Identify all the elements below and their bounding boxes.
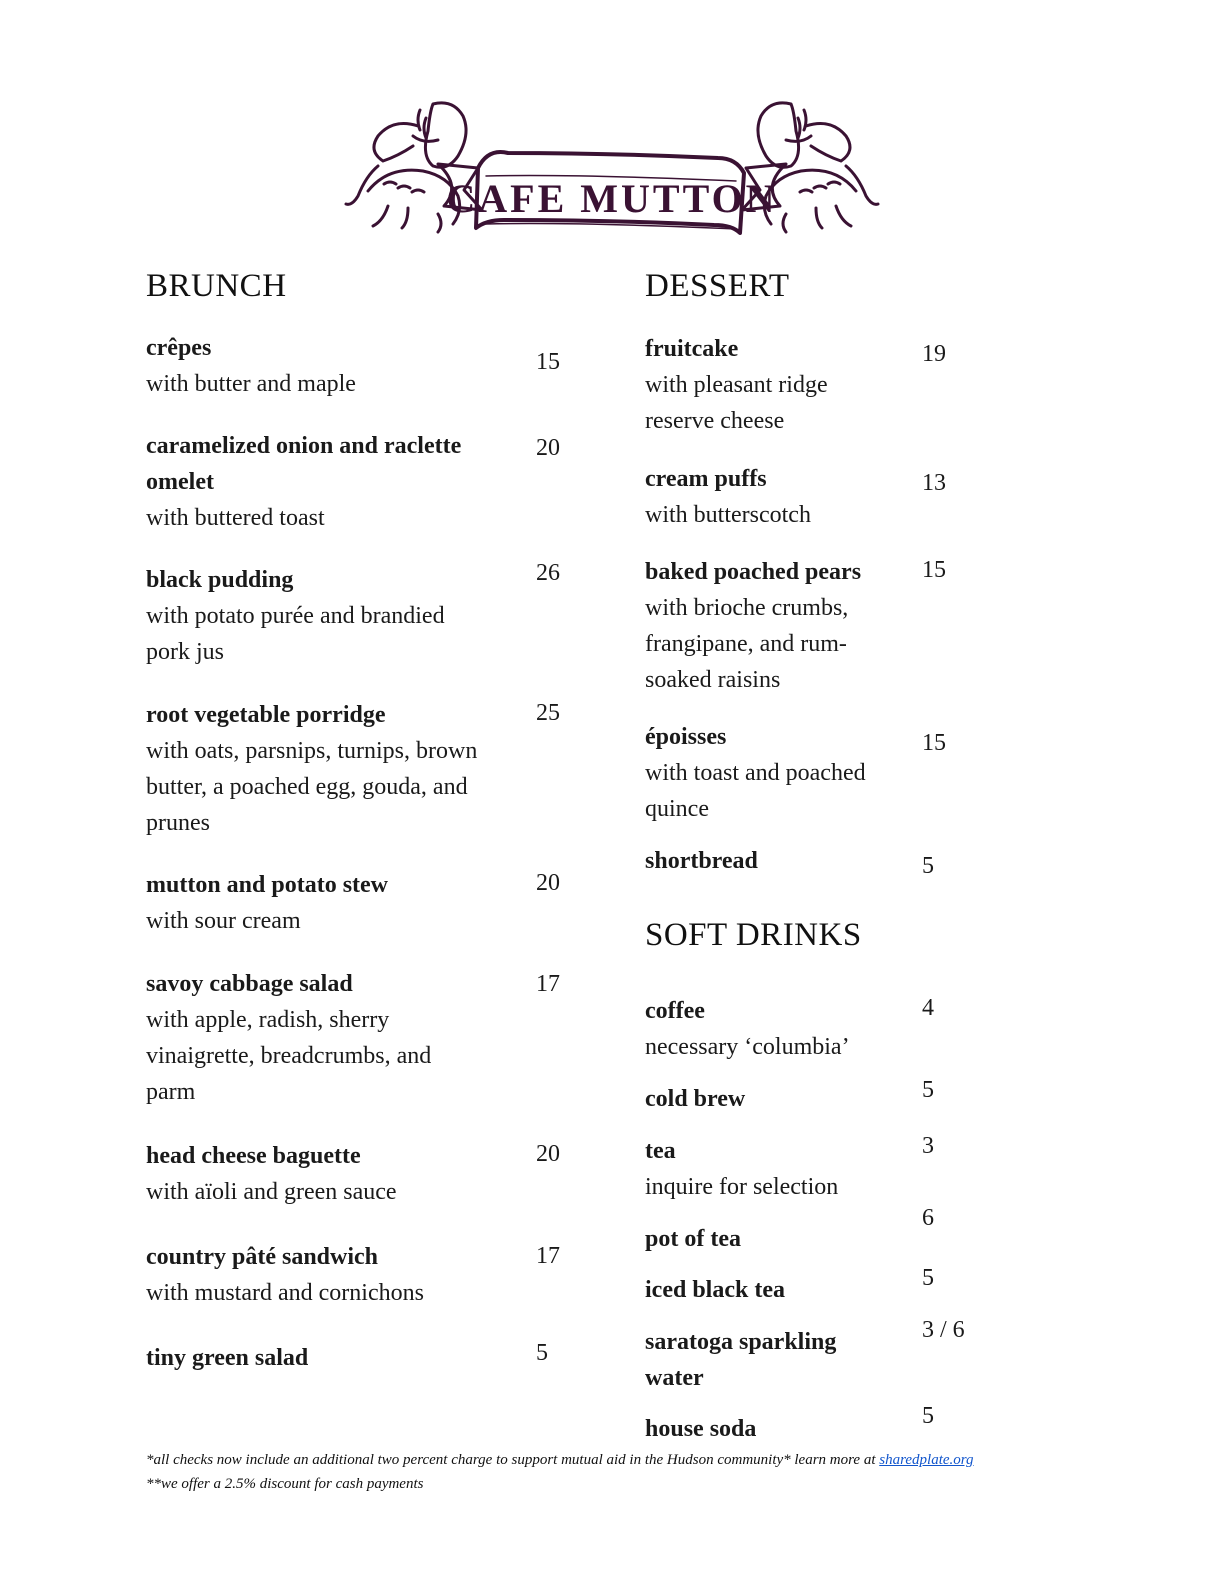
menu-item <box>645 1324 885 1396</box>
menu-item <box>645 993 913 1065</box>
menu-item <box>645 1411 913 1447</box>
menu-item <box>146 1138 526 1210</box>
item-desc: with mustard and cornichons <box>146 1280 424 1306</box>
menu-item <box>645 331 913 439</box>
menu-item <box>645 1081 913 1117</box>
item-name: fruitcake <box>645 336 739 362</box>
item-name: savoy cabbage salad <box>146 971 353 997</box>
item-desc: with aïoli and green sauce <box>146 1179 397 1205</box>
item-price: 20 <box>536 435 560 461</box>
item-price: 13 <box>922 470 946 496</box>
item-price: 5 <box>922 1077 934 1103</box>
item-price: 19 <box>922 341 946 367</box>
menu-item <box>645 461 913 533</box>
menu-item <box>146 330 526 402</box>
item-desc: with butter and maple <box>146 371 356 397</box>
item-price: 5 <box>922 1403 934 1429</box>
item-price: 20 <box>536 870 560 896</box>
item-desc: with apple, radish, sherry vinaigrette, breadcrumbs, and parm <box>146 1007 432 1105</box>
item-price: 6 <box>922 1205 934 1231</box>
item-price: 17 <box>536 1243 560 1269</box>
menu-item <box>645 843 913 879</box>
menu-item <box>146 867 526 939</box>
item-desc: with buttered toast <box>146 505 325 531</box>
footer-text: *all checks now include an additional two percent charge to support mutual aid in the Hudson community* learn more at <box>146 1452 880 1468</box>
item-price: 3 <box>922 1133 934 1159</box>
item-name: crêpes <box>146 335 212 361</box>
menu-item <box>645 719 913 827</box>
item-name: saratoga sparkling water <box>645 1329 837 1391</box>
item-desc: with butterscotch <box>645 502 811 528</box>
item-price: 5 <box>536 1340 548 1366</box>
item-price: 3 / 6 <box>922 1317 965 1343</box>
menu-item <box>146 697 526 841</box>
item-price: 5 <box>922 853 934 879</box>
menu-item <box>645 1221 913 1257</box>
item-name: caramelized onion and raclette omelet <box>146 433 462 495</box>
item-price: 15 <box>536 349 560 375</box>
item-name: shortbread <box>645 848 758 874</box>
item-price: 15 <box>922 557 946 583</box>
item-desc: with sour cream <box>146 908 301 934</box>
logo-wordmark: CAFE MUTTON <box>446 176 778 221</box>
item-price: 20 <box>536 1141 560 1167</box>
item-name: root vegetable porridge <box>146 702 386 728</box>
section-title-soft-drinks: SOFT DRINKS <box>645 917 862 953</box>
item-name: country pâté sandwich <box>146 1244 379 1270</box>
menu-item <box>146 428 516 536</box>
item-desc: inquire for selection <box>645 1174 839 1200</box>
item-name: cream puffs <box>645 466 767 492</box>
menu-item <box>146 1340 526 1376</box>
item-price: 4 <box>922 995 934 1021</box>
section-title-dessert: DESSERT <box>645 268 790 304</box>
menu-item <box>645 554 913 698</box>
item-price: 26 <box>536 560 560 586</box>
item-desc: with potato purée and brandied pork jus <box>146 603 445 665</box>
item-name: cold brew <box>645 1086 746 1112</box>
cafe-mutton-logo <box>338 96 886 244</box>
item-name: tiny green salad <box>146 1345 309 1371</box>
item-name: pot of tea <box>645 1226 741 1252</box>
item-name: black pudding <box>146 567 294 593</box>
item-name: mutton and potato stew <box>146 872 389 898</box>
item-price: 15 <box>922 730 946 756</box>
item-desc: with brioche crumbs, frangipane, and rum-soaked raisins <box>645 595 849 693</box>
menu-item <box>146 1239 526 1311</box>
footer-note-mutual-aid <box>146 1452 974 1469</box>
menu-item <box>146 966 476 1110</box>
item-desc: necessary ‘columbia’ <box>645 1034 850 1060</box>
section-title-brunch: BRUNCH <box>146 268 287 304</box>
item-name: house soda <box>645 1416 757 1442</box>
item-name: iced black tea <box>645 1277 785 1303</box>
item-name: head cheese baguette <box>146 1143 361 1169</box>
menu-item <box>645 1272 913 1308</box>
item-price: 25 <box>536 700 560 726</box>
item-name: coffee <box>645 998 705 1024</box>
item-name: époisses <box>645 724 727 750</box>
menu-item <box>146 562 526 670</box>
item-desc: with oats, parsnips, turnips, brown butter, a poached egg, gouda, and prunes <box>146 738 478 836</box>
menu-item <box>645 1133 913 1205</box>
item-price: 5 <box>922 1265 934 1291</box>
sharedplate-link[interactable]: sharedplate.org <box>879 1452 974 1468</box>
footer-note-cash-discount: **we offer a 2.5% discount for cash payments <box>146 1476 424 1492</box>
item-desc: with toast and poached quince <box>645 760 866 822</box>
item-name: baked poached pears <box>645 559 862 585</box>
item-price: 17 <box>536 971 560 997</box>
item-desc: with pleasant ridge reserve cheese <box>645 372 828 434</box>
item-name: tea <box>645 1138 676 1164</box>
